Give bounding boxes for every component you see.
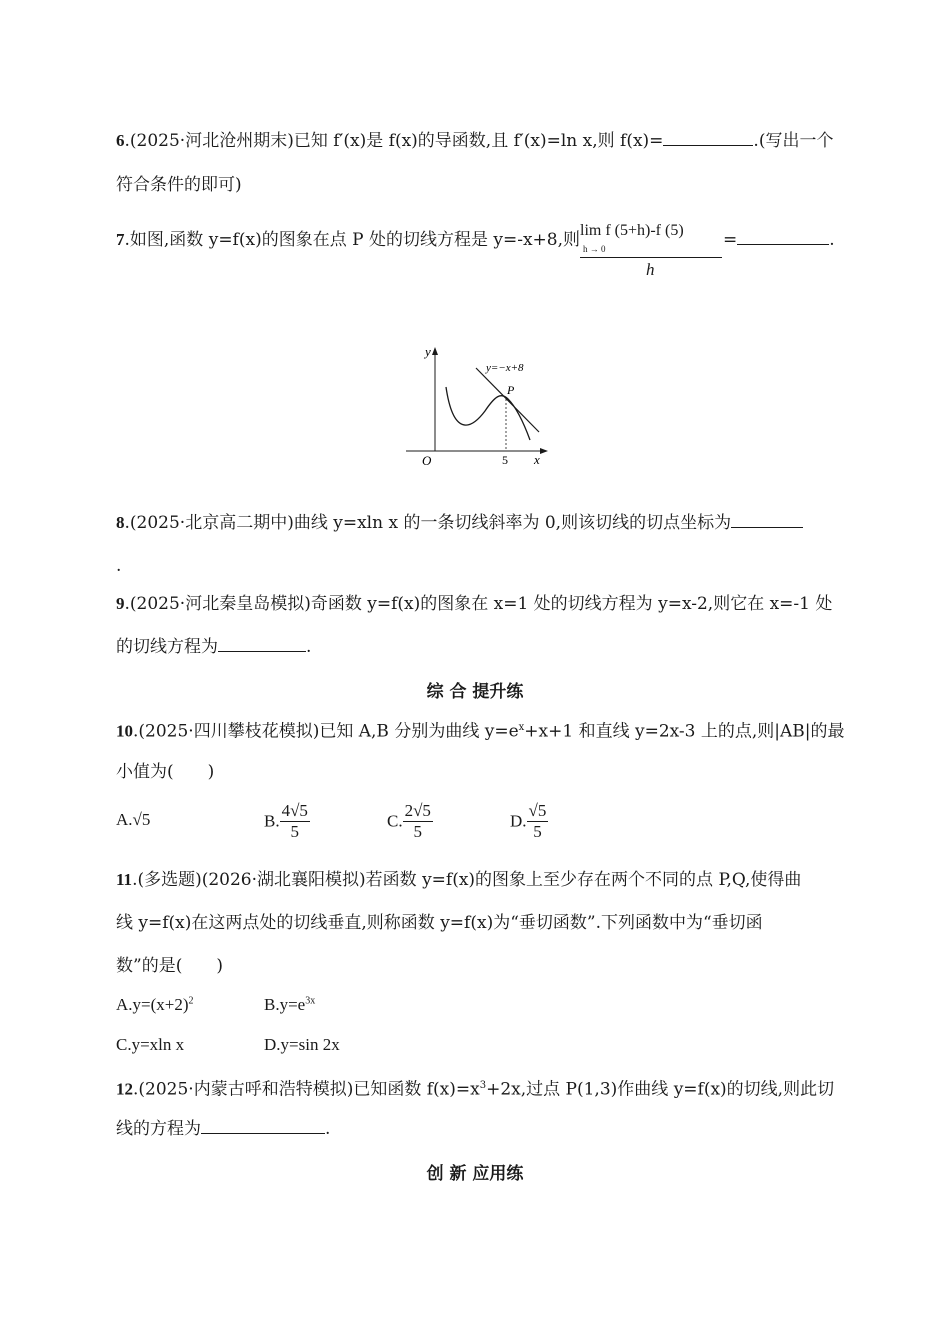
option-b[interactable]: B. $\frac{4√5}{5}$ [264, 801, 308, 841]
question-11-line3: 数”的是( ) [116, 956, 223, 976]
tangent-line [476, 368, 539, 432]
tick-5-label: 5 [502, 453, 508, 467]
question-9-line2: 的切线方程为 . [116, 637, 312, 657]
question-number: 10 [116, 721, 133, 741]
answer-blank[interactable] [201, 1119, 325, 1134]
answer-blank[interactable] [737, 230, 829, 245]
question-12-line2: 线的方程为 . [116, 1119, 331, 1139]
y-axis-label: y [425, 344, 431, 359]
question-number: 8 [116, 513, 125, 532]
x-axis-arrow [540, 448, 548, 454]
option-b[interactable]: $B.y=e^{3x}$ [264, 995, 316, 1014]
fraction-bar [580, 257, 722, 258]
origin-label: O [422, 453, 432, 468]
option-c[interactable]: C. $\frac{2√5}{5}$ [387, 801, 431, 841]
function-graph-figure [398, 343, 558, 473]
option-d[interactable]: D.y=sin 2x [264, 1035, 340, 1054]
question-12-line1: 12.(2025·内蒙古呼和浩特模拟)已知函数 $f(x)=x^3+2x$,过点 P(1,3)作曲线 y=f(x)的切线,则此切 [116, 1079, 835, 1100]
option-d[interactable]: D. $\frac{√5}{5}$ [510, 801, 547, 841]
question-number: 12 [116, 1079, 133, 1099]
question-8-line2: . [116, 556, 122, 576]
limit-denominator: h [646, 260, 655, 279]
function-curve [446, 387, 530, 440]
option-a[interactable]: $A.y=(x+2)^2$ [116, 995, 194, 1014]
question-number: 11 [116, 870, 133, 889]
section-heading-innovation: 创 新 应用练 [426, 1164, 524, 1184]
section-heading-comprehensive: 综 合 提升练 [426, 682, 524, 702]
point-p-label: P [507, 383, 515, 397]
question-9-line1: 9.(2025·河北秦皇岛模拟)奇函数 y=f(x)的图象在 x=1 处的切线方程为 y=x-2,则它在 x=-1 处 [116, 594, 833, 614]
question-number: 9 [116, 594, 125, 613]
y-axis-arrow [432, 347, 438, 355]
x-axis-label: x [534, 452, 540, 467]
option-a[interactable]: A.√5 [116, 810, 151, 829]
question-8-line1: 8.(2025·北京高二期中)曲线 y=xln x 的一条切线斜率为 0,则该切线的切点坐标为 [116, 512, 803, 534]
limit-expression [580, 222, 722, 279]
question-10-line2: 小值为( ) [116, 762, 215, 782]
question-11-line2: 线 y=f(x)在这两点处的切线垂直,则称函数 y=f(x)为“垂切函数”.下列函数中为“垂切函 [116, 913, 763, 933]
answer-blank[interactable] [663, 131, 753, 146]
question-11-line1: 11.(多选题)(2026·湖北襄阳模拟)若函数 y=f(x)的图象上至少存在两个不同的点 P,Q,使得曲 [116, 870, 802, 890]
answer-blank[interactable] [218, 637, 306, 652]
question-number: 7 [116, 230, 125, 249]
question-7-line1: 7.如图,函数 y=f(x)的图象在点 P 处的切线方程是 y=-x+8,则 [116, 230, 580, 250]
question-6-line2: 符合条件的即可) [116, 175, 242, 195]
limit-numerator: lim f (5+h)-f (5) [580, 222, 684, 239]
answer-blank[interactable] [731, 513, 803, 528]
question-10-line1: 10.(2025·四川攀枝花模拟)已知 A,B 分别为曲线 $y=e^x+x+1$ 和直线 y=2x-3 上的点,则|AB|的最 [116, 721, 845, 742]
question-6-line1: 6.(2025·河北沧州期末)已知 f′(x)是 f(x)的导函数,且 f′(x)=ln x,则 f(x)= .(写出一个 [116, 131, 834, 151]
limit-subscript: h → 0 [583, 244, 606, 254]
tangent-label: y=−x+8 [486, 362, 524, 374]
question-7-answer: = . [723, 230, 835, 250]
question-number: 6 [116, 131, 125, 150]
option-c[interactable]: C.y=xln x [116, 1035, 185, 1054]
